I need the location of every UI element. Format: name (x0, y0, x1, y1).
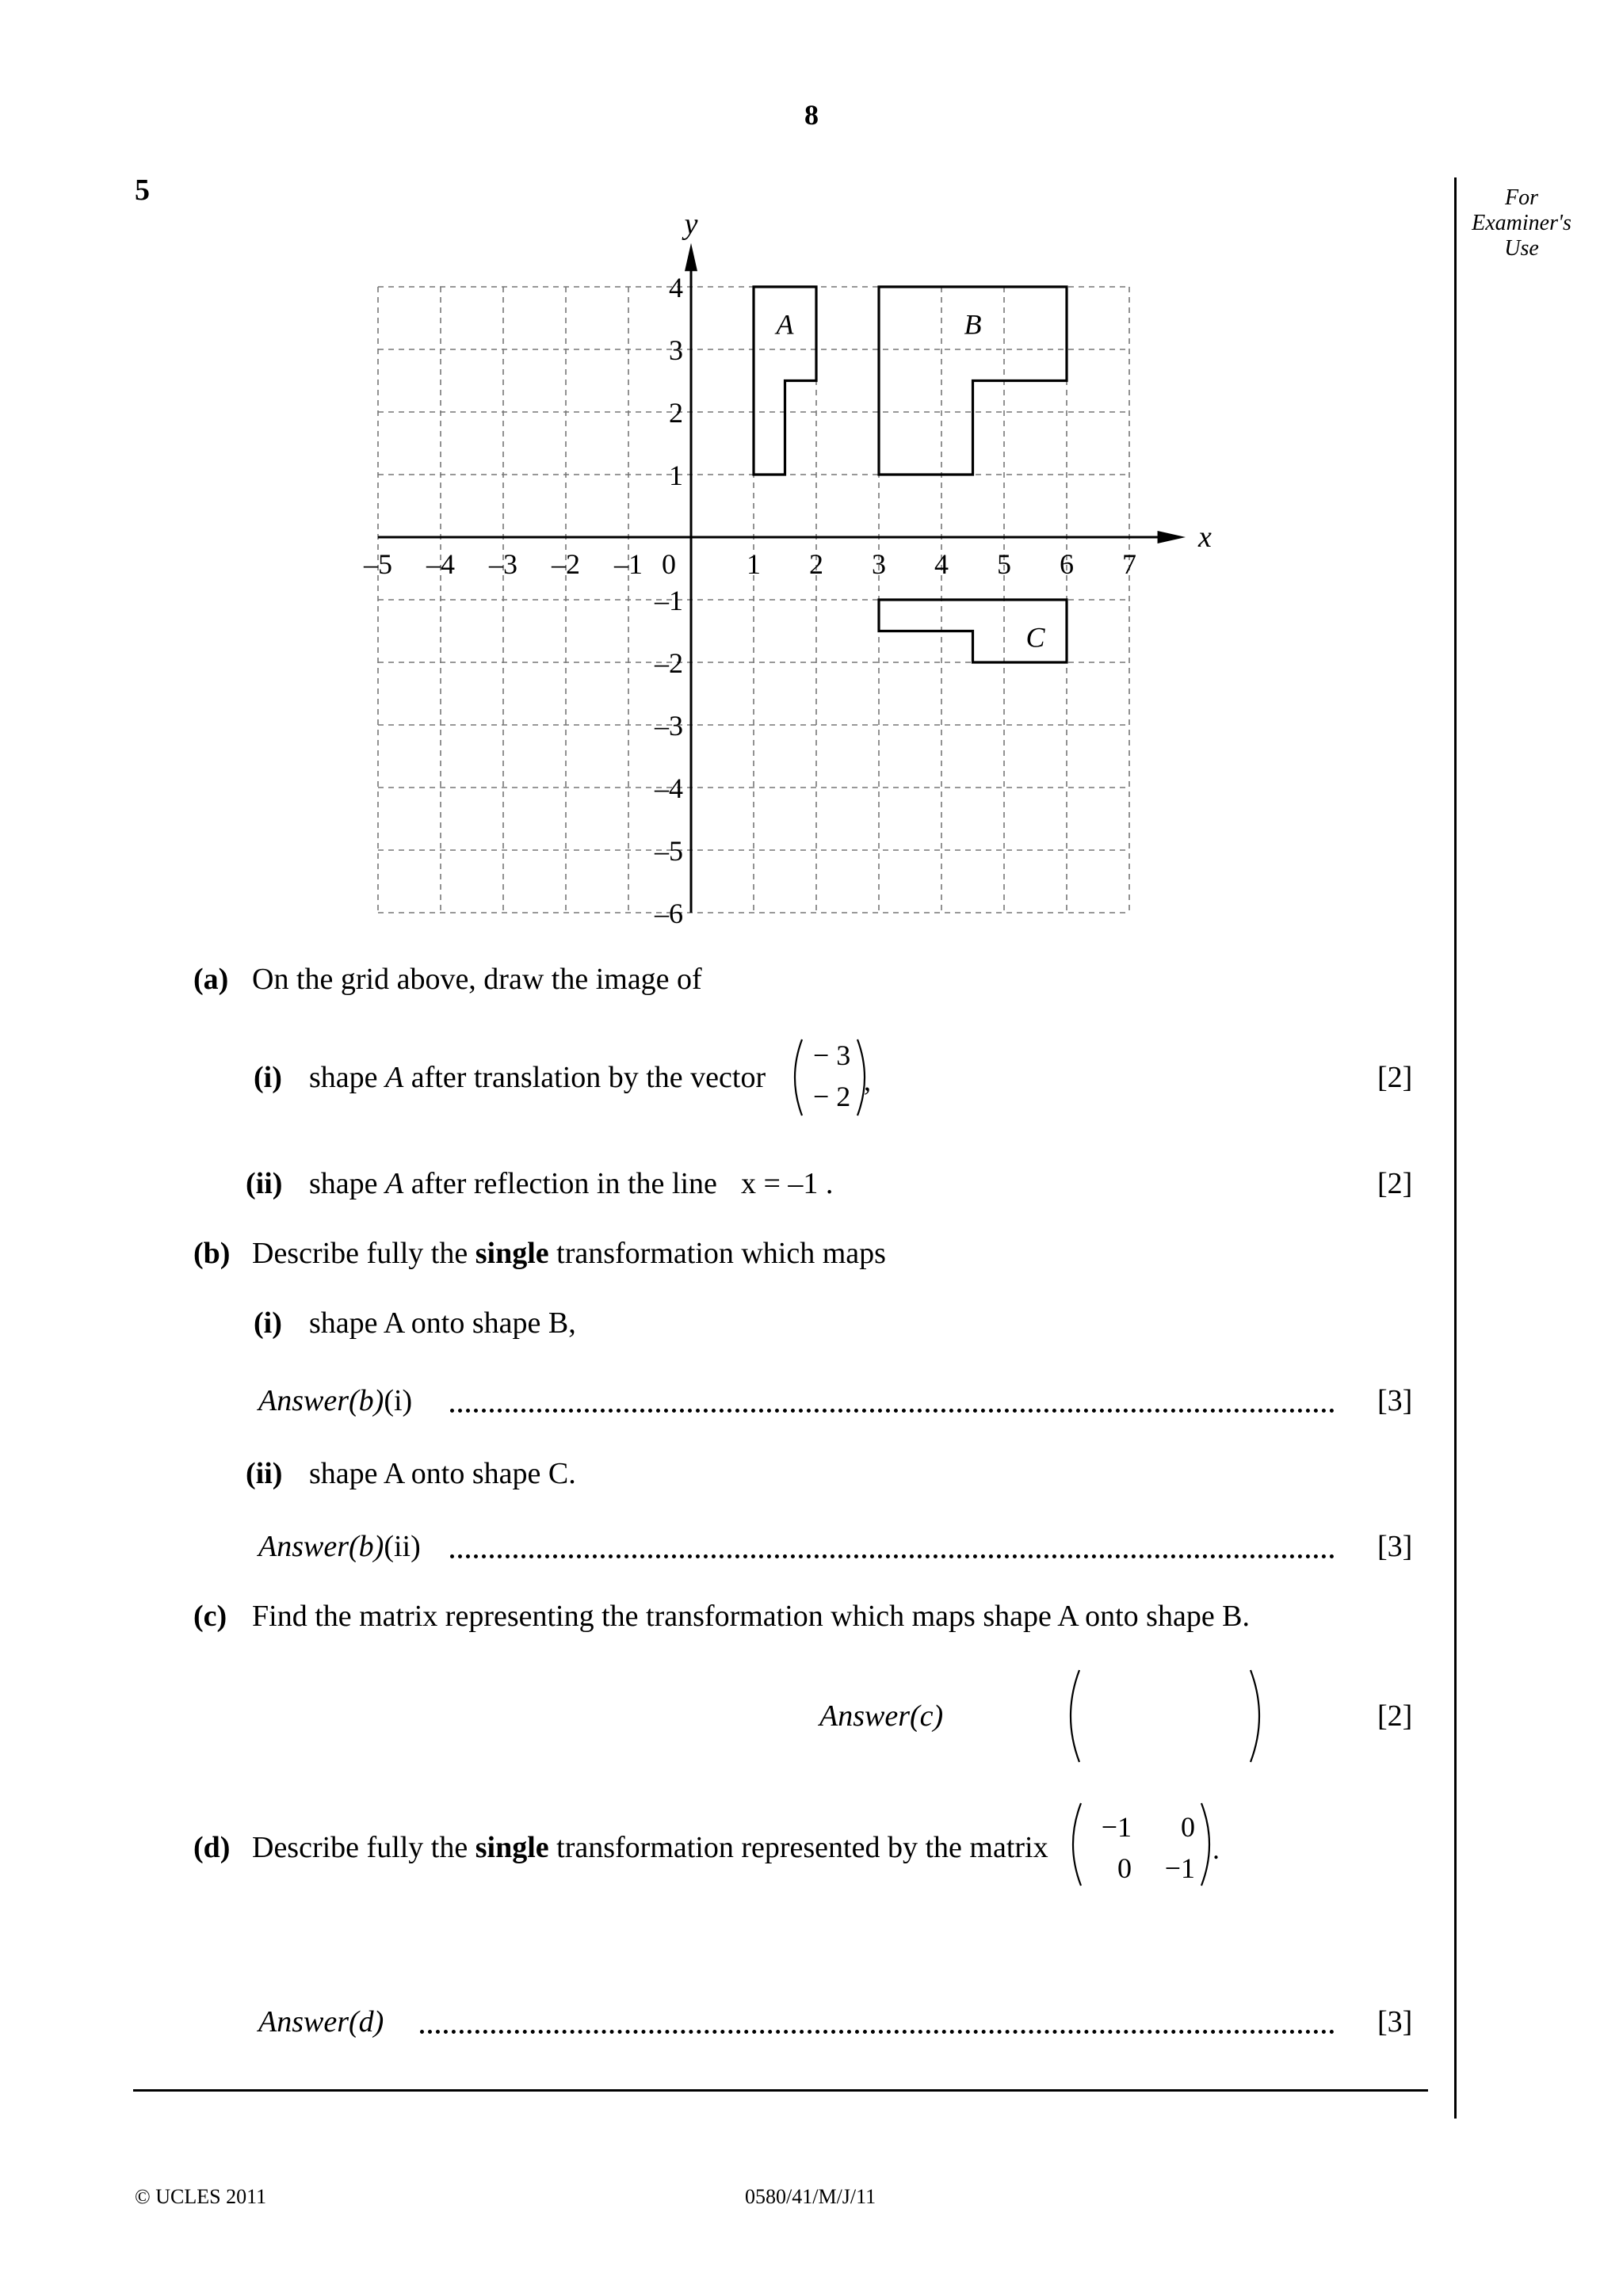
x-tick-label: 6 (1060, 548, 1074, 580)
vector-bottom: − 2 (813, 1081, 851, 1112)
y-tick-label: 1 (669, 460, 683, 491)
y-tick-label: –6 (655, 898, 683, 929)
matrix-right-paren (1201, 1803, 1209, 1886)
vector-top: − 3 (813, 1039, 851, 1071)
part-d-label: (d) (193, 1831, 231, 1864)
x-tick-label: 3 (872, 548, 886, 580)
part-c-text: Find the matrix representing the transformation which maps shape A onto shape B. (252, 1600, 1251, 1633)
part-d-text: Describe fully the single transformation represented by the matrix (252, 1831, 1048, 1864)
x-tick-label: 0 (662, 548, 676, 580)
y-tick-label: –4 (655, 772, 683, 804)
x-tick-label: 4 (934, 548, 949, 580)
question-number: 5 (135, 174, 150, 207)
vector-left-paren (795, 1039, 802, 1116)
examiner-label-3: Use (1504, 236, 1539, 261)
part-b-i-label: (i) (254, 1306, 282, 1340)
matrix-period: . (1212, 1833, 1220, 1865)
part-c-marks: [2] (1377, 1699, 1413, 1733)
matrix-cell-11: −1 (1101, 1811, 1132, 1843)
reflection-line-equation: x = –1 . (741, 1167, 834, 1200)
part-b-text: Describe fully the single transformation which maps (252, 1237, 886, 1270)
y-axis-label: y (684, 207, 698, 241)
page-number: 8 (804, 99, 819, 131)
matrix-left-paren (1073, 1803, 1081, 1886)
part-b-i-text: shape A onto shape B, (309, 1306, 576, 1340)
part-a-ii-label: (ii) (246, 1167, 283, 1200)
matrix-cell-22: −1 (1164, 1852, 1195, 1884)
y-tick-label: –3 (655, 710, 683, 742)
answer-b-i-line[interactable] (450, 1409, 1335, 1413)
part-c-label: (c) (193, 1600, 227, 1633)
vector-comma: , (864, 1065, 871, 1097)
x-tick-label: –4 (426, 548, 455, 580)
paper-code: 0580/41/M/J/11 (745, 2185, 876, 2208)
x-axis-label: x (1198, 521, 1212, 554)
answer-b-ii-line[interactable] (450, 1554, 1335, 1558)
y-tick-label: 3 (669, 334, 683, 366)
x-tick-label: –5 (364, 548, 392, 580)
x-tick-label: –2 (552, 548, 580, 580)
shape-c-label: C (1025, 621, 1045, 654)
part-b-ii-marks: [3] (1377, 1530, 1413, 1563)
translation-vector (785, 1030, 896, 1125)
shape-b-label: B (964, 308, 982, 341)
coordinate-grid (0, 0, 1623, 951)
part-a-text: On the grid above, draw the image of (252, 963, 702, 996)
answer-c-matrix[interactable] (1062, 1661, 1268, 1772)
y-tick-label: 2 (669, 397, 683, 429)
shape-a-label: A (776, 308, 794, 341)
matrix-left-paren (1071, 1670, 1079, 1762)
answer-c-label: Answer(c) (819, 1699, 944, 1733)
examiner-label-1: For (1505, 185, 1538, 210)
y-axis-arrow (685, 243, 697, 272)
part-b-label: (b) (193, 1237, 231, 1270)
y-tick-label: –5 (655, 835, 683, 867)
x-tick-label: –3 (489, 548, 517, 580)
y-tick-label: –1 (655, 585, 683, 616)
part-b-ii-text: shape A onto shape C. (309, 1457, 576, 1490)
part-b-i-marks: [3] (1377, 1384, 1413, 1417)
part-a-i-label: (i) (254, 1061, 282, 1094)
part-a-ii-marks: [2] (1377, 1167, 1413, 1200)
part-a-i-marks: [2] (1377, 1061, 1413, 1094)
y-tick-label: 4 (669, 272, 683, 303)
examiner-label-2: Examiner's (1472, 211, 1571, 235)
x-axis-arrow (1158, 531, 1186, 543)
bottom-rule (133, 2089, 1428, 2092)
x-tick-label: 5 (997, 548, 1011, 580)
copyright: © UCLES 2011 (135, 2185, 267, 2208)
matrix-cell-12: 0 (1181, 1811, 1195, 1843)
y-tick-label: –2 (655, 647, 683, 679)
answer-b-ii-label: Answer(b)(ii) (258, 1530, 421, 1563)
x-tick-label: 7 (1122, 548, 1136, 580)
answer-d-line[interactable] (420, 2030, 1335, 2034)
part-a-ii-text: shape A after reflection in the line (309, 1167, 717, 1200)
x-tick-label: –1 (614, 548, 643, 580)
x-tick-label: 1 (747, 548, 761, 580)
part-d-marks: [3] (1377, 2005, 1413, 2039)
answer-b-i-label: Answer(b)(i) (258, 1384, 413, 1417)
part-a-label: (a) (193, 963, 229, 996)
x-tick-label: 2 (809, 548, 823, 580)
answer-d-label: Answer(d) (258, 2005, 384, 2039)
part-b-ii-label: (ii) (246, 1457, 283, 1490)
part-d-matrix (1062, 1795, 1236, 1898)
part-a-i-text: shape A after translation by the vector (309, 1061, 766, 1094)
matrix-right-paren (1251, 1670, 1259, 1762)
matrix-cell-21: 0 (1117, 1852, 1132, 1884)
